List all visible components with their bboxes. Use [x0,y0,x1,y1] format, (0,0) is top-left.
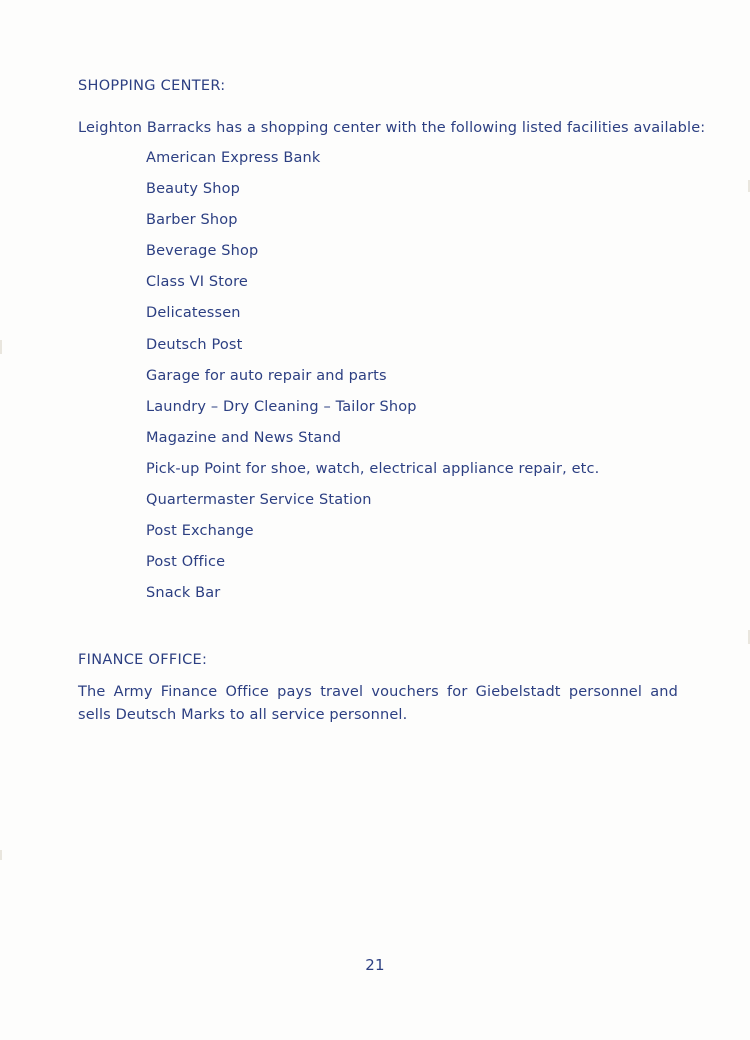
facility-item: Garage for auto repair and parts [146,367,387,384]
facility-item: Beverage Shop [146,243,259,260]
facility-item: Magazine and News Stand [146,429,342,446]
finance-office-text: The Army Finance Office pays travel vouchers for Giebelstadt personnel and sells Deutsch Marks to all service personnel. [78,684,678,723]
facility-item: Deutsch Post [146,336,243,353]
facility-item: Snack Bar [146,585,221,602]
shopping-center-heading: SHOPPING CENTER: [78,78,226,94]
facility-item: Pick-up Point for shoe, watch, electrical appliance repair, etc. [146,460,600,477]
page-number: 21 [365,956,385,974]
scan-edge-mark [0,340,2,354]
facility-item: Delicatessen [146,305,241,322]
facility-item: Post Exchange [146,523,254,540]
facility-item: Laundry – Dry Cleaning – Tailor Shop [146,398,417,415]
facility-item: Barber Shop [146,212,238,229]
shopping-center-intro: Leighton Barracks has a shopping center with the following listed facilities available: [78,120,706,136]
facility-list [146,148,599,614]
facility-item: Post Office [146,554,226,571]
facility-item: Class VI Store [146,274,248,291]
facility-item: American Express Bank [146,150,321,166]
finance-office-heading: FINANCE OFFICE: [78,652,208,668]
scan-edge-mark [0,850,2,860]
facility-item: Beauty Shop [146,181,240,198]
facility-item: Quartermaster Service Station [146,492,372,509]
